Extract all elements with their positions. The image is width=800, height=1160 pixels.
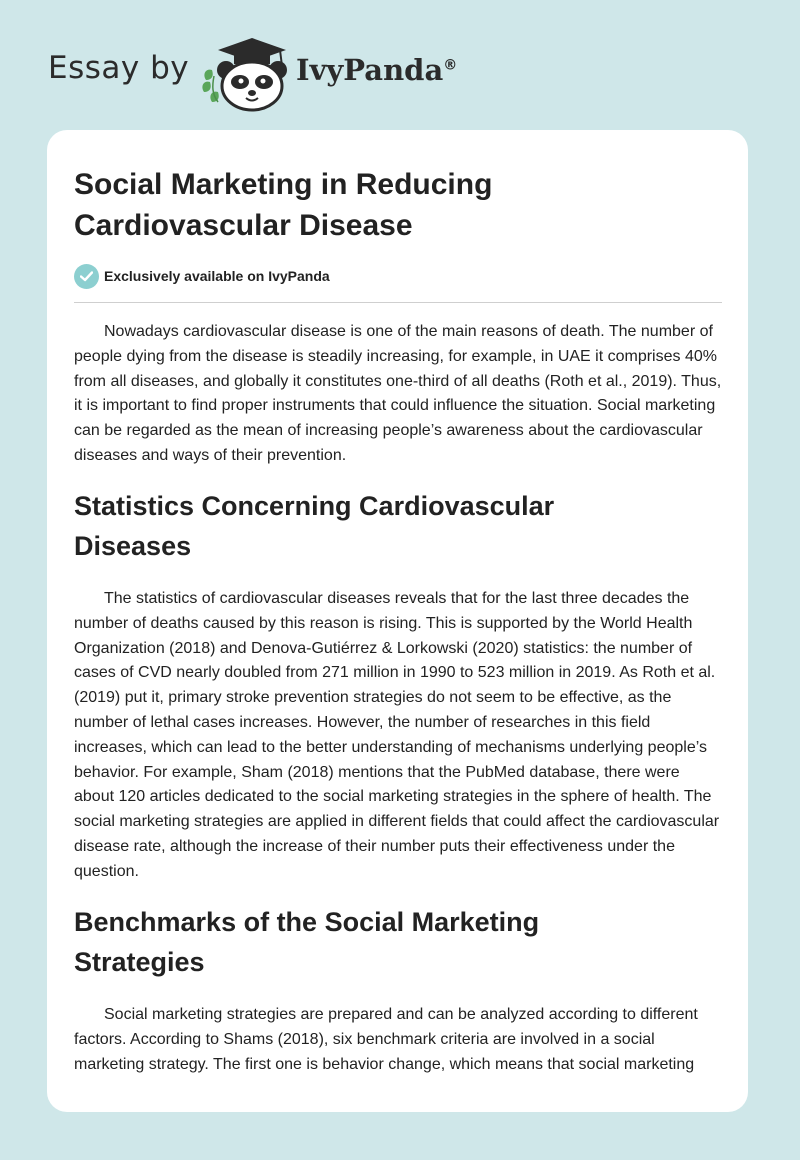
- ivy-leaf-icon: [202, 70, 218, 102]
- paragraph-statistics: The statistics of cardiovascular diseases reveals that for the last three decades the number of deaths caused by this reason is rising. This is supported by the World Health Organization (2018) and Denova-Gutiérrez & Lorkowski (2020) statistics: the number of cases of CVD nearly doubled from 271 million in 1990 to 523 million in 2019. As Roth et al. (2019) put it, primary stroke prevention strategies do not seem to be effective, as the number of lethal cases increases. However, the number of researches in this field increases, which can lead to the better understanding of mechanisms underlying people’s behavior. For example, Sham (2018) mentions that the PubMed database, there were about 120 articles dedicated to the social marketing strategies in the sphere of health. The social marketing strategies are applied in different fields that could affect the cardiovascular disease rate, although the increase of their number puts their effectiveness under the question.: [74, 590, 720, 880]
- section-heading-statistics: Statistics Concerning Cardiovascular Diseases: [74, 491, 555, 561]
- exclusive-badge: [74, 263, 330, 289]
- exclusive-label: Exclusively available on IvyPanda: [104, 268, 330, 284]
- brand-name-text: IvyPanda: [296, 53, 444, 87]
- check-circle-icon: [74, 264, 99, 289]
- paragraph-intro: Nowadays cardiovascular disease is one of the main reasons of death. The number of people dying from the disease is steadily increasing, for example, in UAE it comprises 40% from all diseases, and globally it constitutes one-third of all deaths (Roth et al., 2019). Thus, it is important to find proper instruments that could influence the situation. Social marketing can be regarded as the mean of increasing people’s awareness about the cardiovascular diseases and ways of their prevention.: [74, 323, 722, 464]
- brand-prefix: Essay by: [48, 50, 190, 86]
- panda-logo-icon[interactable]: [200, 36, 292, 112]
- site-header: [0, 0, 800, 125]
- brand-name[interactable]: [296, 53, 457, 87]
- paragraph-benchmarks: Social marketing strategies are prepared and can be analyzed according to different factors. According to Shams (2018), six benchmark criteria are involved in a social marketing strategy. The first one is behavior change, which means that social marketing: [74, 1006, 698, 1073]
- registered-mark: ®: [443, 57, 458, 74]
- section-heading-benchmarks: Benchmarks of the Social Marketing Strategies: [74, 907, 540, 977]
- article-card: [47, 130, 748, 1112]
- title-divider: [74, 302, 722, 303]
- article-title: Social Marketing in Reducing Cardiovascular Disease: [74, 168, 493, 242]
